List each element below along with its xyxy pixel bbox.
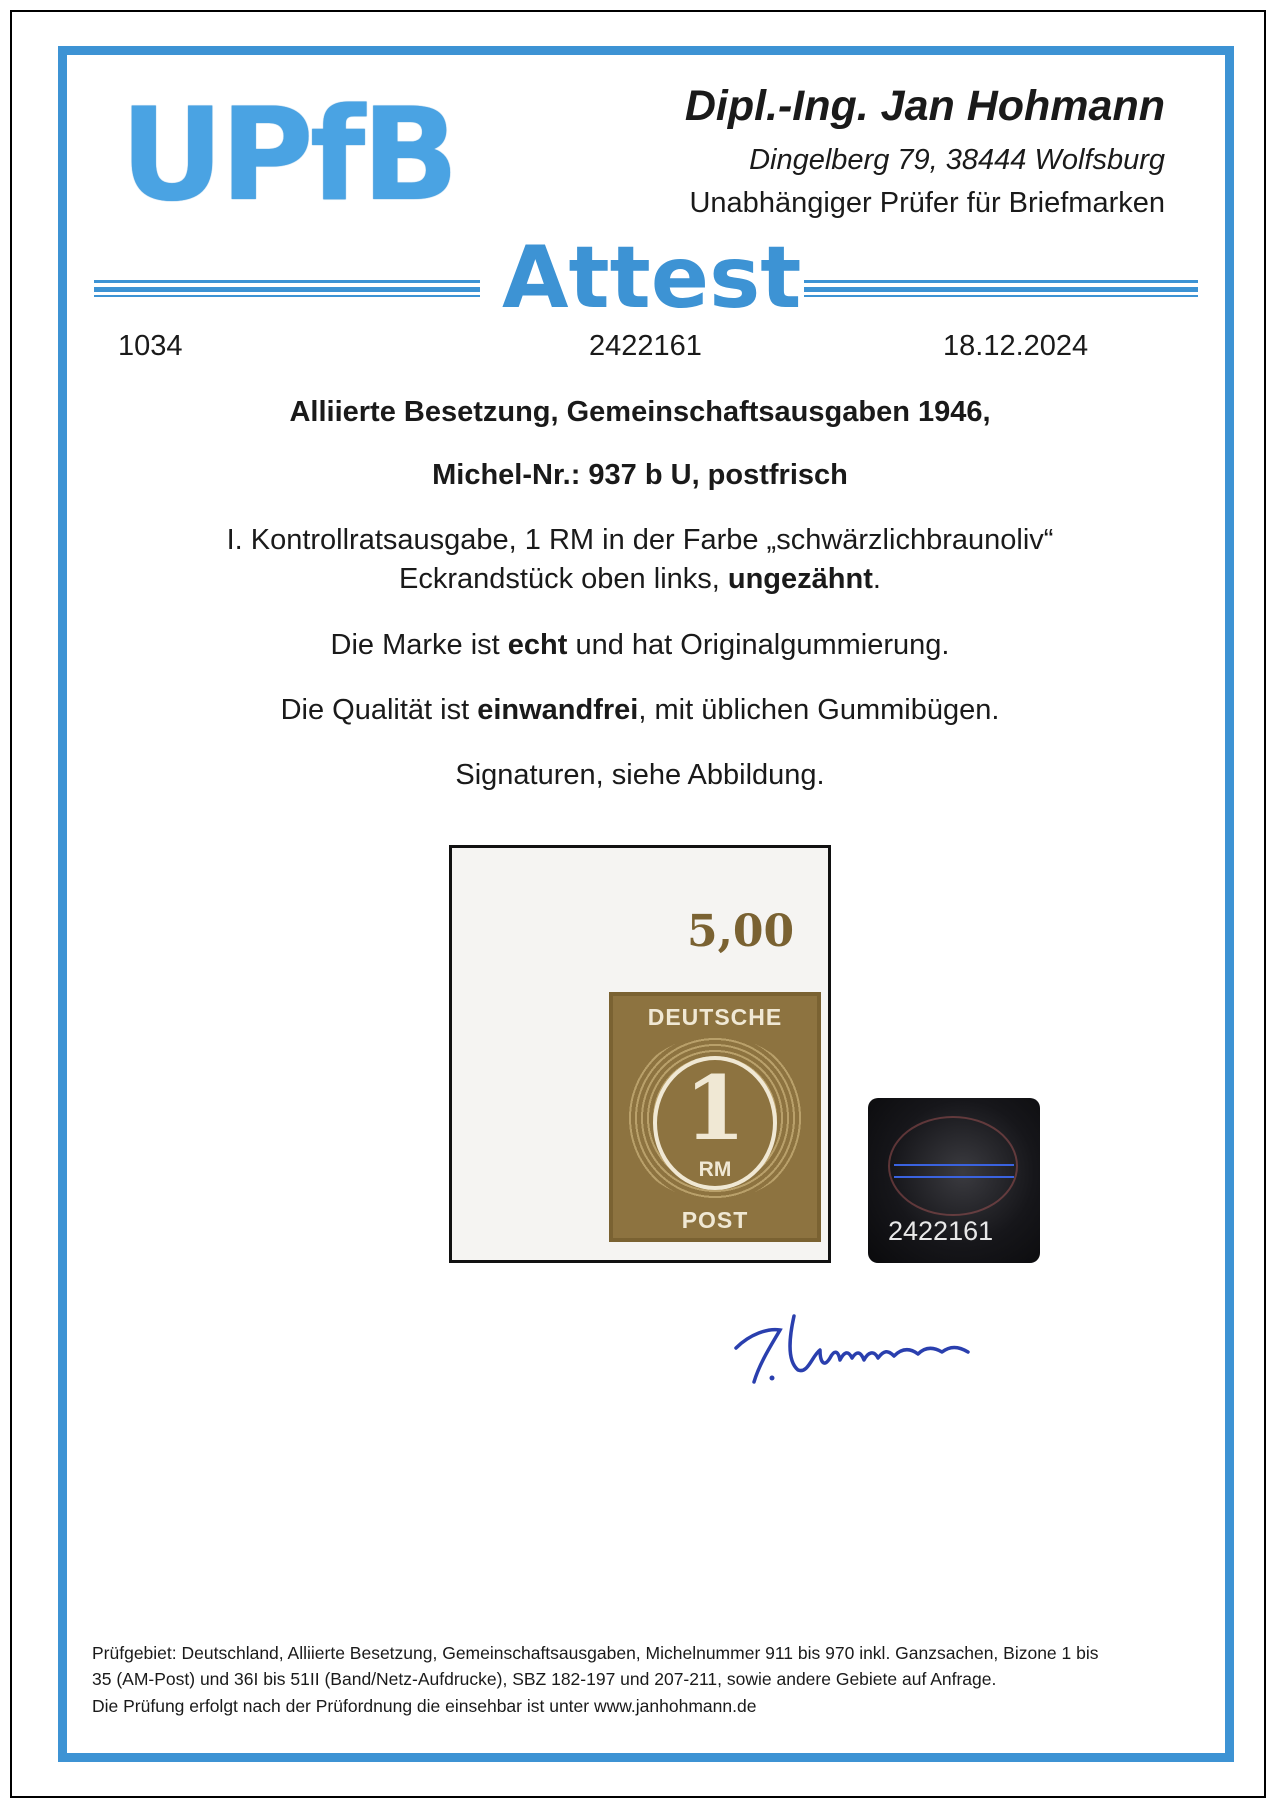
position-end: . xyxy=(872,563,881,596)
stamp-top-text: DEUTSCHE xyxy=(647,1004,783,1030)
quality-line xyxy=(92,691,1188,730)
examiner-address: Dingelberg 79, 38444 Wolfsburg xyxy=(749,143,1165,176)
stamp xyxy=(609,992,821,1242)
hologram-lines xyxy=(894,1164,1014,1178)
footer-line: 35 (AM-Post) und 36I bis 51II (Band/Netz-Aufdrucke), SBZ 182-197 und 207-211, sowie andere Gebiete auf Anfrage. xyxy=(92,1669,997,1690)
certificate-title: Attest xyxy=(502,228,802,328)
authenticity-text: Die Marke ist xyxy=(330,628,508,661)
certificate-body xyxy=(92,393,1188,795)
examiner-name: Dipl.-Ing. Jan Hohmann xyxy=(684,82,1165,130)
quality-emphasis: einwandfrei xyxy=(477,693,639,726)
stamp-value-oval xyxy=(653,1056,777,1190)
title-row xyxy=(92,228,1198,330)
catalog-line: Michel-Nr.: 937 b U, postfrisch xyxy=(432,459,848,492)
quality-text: Die Qualität ist xyxy=(280,693,478,726)
stamp-image xyxy=(449,845,831,1263)
authenticity-end: und hat Originalgummierung. xyxy=(567,628,950,661)
upfb-logo: UPfB xyxy=(120,81,455,230)
hologram-number: 2422161 xyxy=(888,1216,994,1246)
signatures-line: Signaturen, siehe Abbildung. xyxy=(455,758,825,791)
reference-left: 1034 xyxy=(118,330,183,362)
security-hologram xyxy=(868,1098,1040,1263)
position-text: Eckrandstück oben links, xyxy=(399,563,728,596)
description-line: I. Kontrollratsausgabe, 1 RM in der Farbe „schwärzlichbraunoliv“ xyxy=(226,524,1054,557)
authenticity-emphasis: echt xyxy=(507,628,568,661)
footer-line: Prüfgebiet: Deutschland, Alliierte Besetzung, Gemeinschaftsausgaben, Michelnummer 911 bis 970 inkl. Ganzsachen, Bizone 1 bis xyxy=(92,1643,1099,1663)
certificate-date: 18.12.2024 xyxy=(943,330,1089,362)
stamp-value: 1 xyxy=(684,1056,746,1160)
right-rule xyxy=(804,280,1198,296)
issue-line: Alliierte Besetzung, Gemeinschaftsausgaben 1946, xyxy=(289,396,991,428)
certificate-number: 2422161 xyxy=(589,330,702,362)
examiner-signature xyxy=(728,1300,988,1390)
authenticity-line xyxy=(92,626,1188,665)
left-rule xyxy=(94,280,480,296)
footer-line: Die Prüfung erfolgt nach der Prüfordnung die einsehbar ist unter www.janhohmann.de xyxy=(92,1695,757,1716)
position-line xyxy=(92,560,1188,599)
footer-notes xyxy=(92,1640,1202,1719)
position-emphasis: ungezähnt xyxy=(727,563,873,596)
quality-end: , mit üblichen Gummibügen. xyxy=(638,693,1000,726)
examiner-subtitle: Unabhängiger Prüfer für Briefmarken xyxy=(689,187,1165,220)
sheet-margin-number: 5,00 xyxy=(687,906,795,957)
stamp-bottom-text: POST xyxy=(681,1207,749,1233)
header-block xyxy=(685,80,1165,223)
stamp-unit: RM xyxy=(698,1158,732,1181)
